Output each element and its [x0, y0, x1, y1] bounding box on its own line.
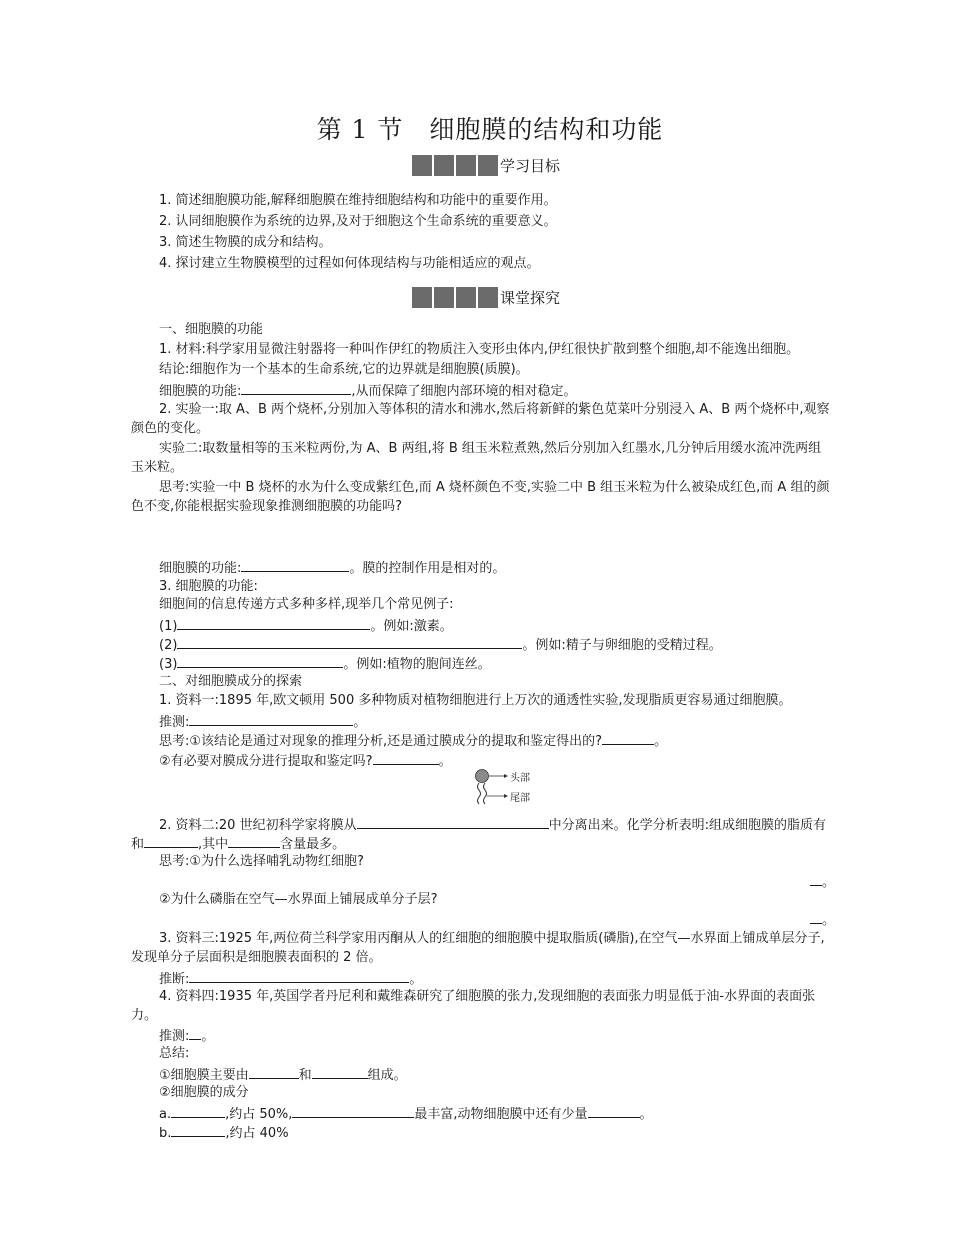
- fill-line: 和 ,其中 含量最多。: [131, 834, 345, 854]
- summary-item: ②细胞膜的成分: [159, 1085, 249, 1100]
- fill-line: 细胞膜的功能: 。膜的控制作用是相对的。: [159, 558, 505, 578]
- goal-item: 2. 认同细胞膜作为系统的边界,及对于细胞这个生命系统的重要意义。: [159, 214, 557, 229]
- goal-item: 4. 探讨建立生物膜模型的过程如何体现结构与功能相适应的观点。: [159, 256, 540, 271]
- fill-line: ②有必要对膜成分进行提取和鉴定吗? 。: [159, 751, 452, 771]
- goal-item: 3. 简述生物膜的成分和结构。: [159, 235, 332, 250]
- phospholipid-head: [476, 770, 489, 783]
- question-text: 思考:实验一中 B 烧杯的水为什么变成紫红色,而 A 烧杯颜色不变,实验二中 B 组玉米粒为什么被染成红色,而 A 组的颜: [159, 480, 830, 495]
- tail-label: 尾部: [510, 793, 530, 804]
- blank-field[interactable]: [810, 910, 822, 924]
- material-text: 1. 资料一:1895 年,欧文顿用 500 多种物质对植物细胞进行上万次的通透性实验,发现脂质更容易通过细胞膜。: [159, 693, 792, 708]
- fill-line: 。: [810, 872, 835, 892]
- material-text: 4. 资料四:1935 年,英国学者丹尼利和戴维森研究了细胞膜的张力,发现细胞的表面张力明显低于油-水界面的表面张: [159, 989, 816, 1004]
- experiment-text: 玉米粒。: [131, 460, 184, 475]
- blank-field[interactable]: [312, 1065, 368, 1079]
- blank-field[interactable]: [588, 1104, 640, 1118]
- fill-line: (1) 。例如:激素。: [159, 616, 453, 636]
- section-header-label: 学习目标: [500, 156, 561, 175]
- material-text: 3. 资料三:1925 年,两位荷兰科学家用丙酮从人的红细胞的细胞膜中提取脂质(磷脂),在空气—水界面上铺成单层分子,: [159, 931, 825, 946]
- section-header-blocks: [412, 287, 498, 308]
- fill-line: ①细胞膜主要由 和 组成。: [159, 1065, 407, 1085]
- heading-two: 二、对细胞膜成分的探索: [159, 674, 303, 689]
- section-header-label: 课堂探究: [500, 288, 561, 307]
- intro-text: 细胞间的信息传递方式多种多样,现举几个常见例子:: [159, 597, 454, 612]
- blank-field[interactable]: [373, 751, 439, 765]
- fill-line: b. ,约占 40%: [159, 1123, 289, 1143]
- blank-field[interactable]: [810, 872, 822, 886]
- blank-field[interactable]: [189, 712, 353, 726]
- fill-line: 。: [810, 910, 835, 930]
- experiment-text: 颜色的变化。: [131, 421, 210, 436]
- material-text: 1. 材料:科学家用显微注射器将一种叫作伊红的物质注入变形虫体内,伊红很快扩散到整个细胞,却不能逸出细胞。: [159, 342, 800, 357]
- summary-heading: 总结:: [159, 1046, 190, 1061]
- blank-field[interactable]: [177, 616, 370, 630]
- section-header-goals: [412, 154, 560, 176]
- blank-field[interactable]: [177, 654, 343, 668]
- subheading: 3. 细胞膜的功能:: [159, 579, 258, 594]
- blank-field[interactable]: [171, 1123, 225, 1137]
- fill-line: 推测: 。: [159, 1026, 214, 1046]
- tail-arrow-tip: [504, 794, 508, 798]
- blank-field[interactable]: [241, 381, 351, 395]
- fill-line: a. ,约占 50%, 最丰富,动物细胞膜中还有少量 。: [159, 1104, 653, 1124]
- experiment-text: 2. 实验一:取 A、B 两个烧杯,分别加入等体积的清水和沸水,然后将新鲜的紫色苋菜叶分别浸入 A、B 两个烧杯中,观察: [159, 402, 830, 417]
- head-label: 头部: [510, 773, 530, 784]
- blank-field[interactable]: [171, 1104, 225, 1118]
- question-text: 色不变,你能根据实验现象推测细胞膜的功能吗?: [131, 499, 403, 514]
- fill-line: 思考:①该结论是通过对现象的推理分析,还是通过膜成分的提取和鉴定得出的? 。: [159, 731, 667, 751]
- section-header-class: [412, 286, 560, 308]
- fill-line: (3) 。例如:植物的胞间连丝。: [159, 654, 491, 674]
- material-text: 发现单分子层面积是细胞膜表面积的 2 倍。: [131, 950, 382, 965]
- blank-field[interactable]: [189, 969, 409, 983]
- question-text: ②为什么磷脂在空气—水界面上铺展成单分子层?: [159, 892, 438, 907]
- fill-line: 2. 资料二:20 世纪初科学家将膜从 中分离出来。化学分析表明:组成细胞膜的脂质有: [159, 815, 826, 835]
- blank-field[interactable]: [292, 1104, 414, 1118]
- conclusion-text: 结论:细胞作为一个基本的生命系统,它的边界就是细胞膜(质膜)。: [159, 362, 529, 377]
- blank-field[interactable]: [357, 815, 549, 829]
- material-text: 力。: [131, 1008, 158, 1023]
- blank-field[interactable]: [249, 1065, 299, 1079]
- blank-field[interactable]: [144, 834, 198, 848]
- section-header-blocks: [412, 155, 498, 176]
- blank-field[interactable]: [228, 834, 280, 848]
- phospholipid-tail: [484, 783, 487, 804]
- fill-line: 细胞膜的功能: ,从而保障了细胞内部环境的相对稳定。: [159, 381, 577, 401]
- phospholipid-tail: [478, 783, 481, 804]
- blank-field[interactable]: [241, 558, 349, 572]
- experiment-text: 实验二:取数量相等的玉米粒两份,为 A、B 两组,将 B 组玉米粒煮熟,然后分别加入红墨水,几分钟后用缓水流冲洗两组: [159, 441, 822, 456]
- fill-line: 推断: 。: [159, 969, 422, 989]
- blank-field[interactable]: [177, 635, 522, 649]
- page-title: 第 1 节 细胞膜的结构和功能: [316, 115, 664, 144]
- question-text: 思考:①为什么选择哺乳动物红细胞?: [159, 854, 364, 869]
- blank-field[interactable]: [189, 1026, 201, 1040]
- blank-field[interactable]: [602, 731, 654, 745]
- phospholipid-diagram: [470, 766, 550, 810]
- fill-line: 推测: 。: [159, 712, 366, 732]
- goal-item: 1. 简述细胞膜功能,解释细胞膜在维持细胞结构和功能中的重要作用。: [159, 193, 557, 208]
- head-arrow-tip: [504, 774, 508, 778]
- fill-line: (2) 。例如:精子与卵细胞的受精过程。: [159, 635, 722, 655]
- heading-one: 一、细胞膜的功能: [159, 322, 264, 337]
